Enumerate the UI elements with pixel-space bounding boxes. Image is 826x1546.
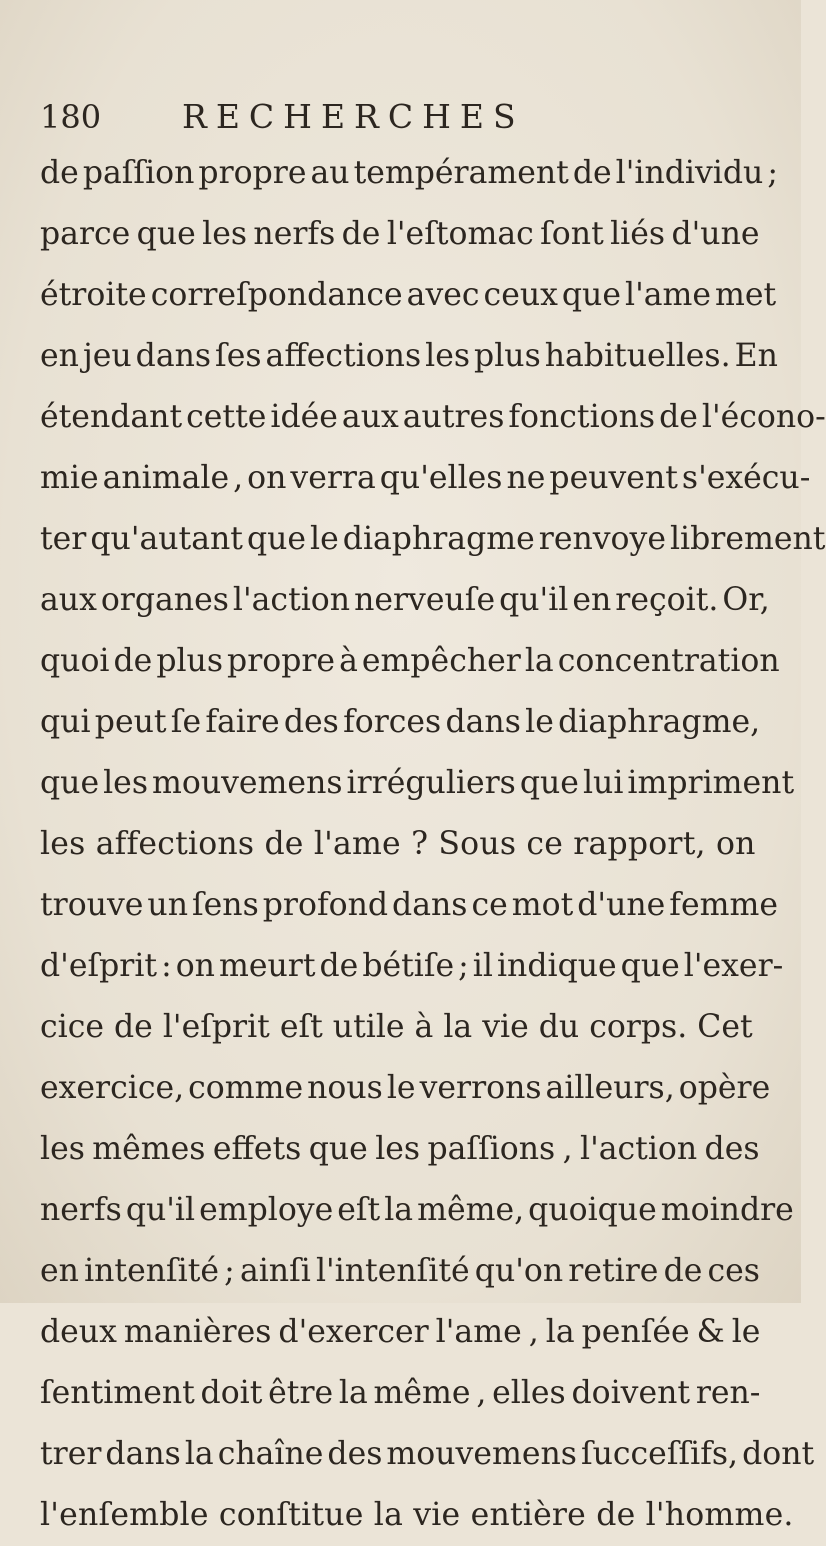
text-line: quoi de plus propre à empêcher la concentration bbox=[40, 643, 780, 679]
text-line: trer dans la chaîne des mouvemens ſucceſſifs, dont bbox=[40, 1436, 815, 1472]
text-line: en intenſité ; ainſi l'intenſité qu'on retire de ces bbox=[40, 1253, 760, 1289]
text-line: étendant cette idée aux autres fonctions de l'écono- bbox=[40, 399, 826, 435]
running-head: RECHERCHES bbox=[182, 97, 525, 136]
page-header bbox=[40, 92, 760, 142]
text-line: exercice, comme nous le verrons ailleurs, opère bbox=[40, 1070, 771, 1106]
text-line: deux manières d'exercer l'ame , la penſée & le bbox=[40, 1314, 761, 1350]
text-line: aux organes l'action nerveuſe qu'il en reçoit. Or, bbox=[40, 582, 770, 618]
body-text bbox=[40, 143, 826, 1546]
page-number: 180 bbox=[40, 98, 102, 136]
text-line: mie animale , on verra qu'elles ne peuvent s'exécu- bbox=[40, 460, 811, 496]
text-line: ſentiment doit être la même , elles doivent ren- bbox=[40, 1375, 761, 1411]
text-line: cice de l'eſprit eſt utile à la vie du corps. Cet bbox=[40, 1009, 753, 1045]
text-line: les affections de l'ame ? Sous ce rapport, on bbox=[40, 826, 756, 862]
text-line: de paſſion propre au tempérament de l'individu ; bbox=[40, 155, 778, 191]
text-line: trouve un ſens profond dans ce mot d'une femme bbox=[40, 887, 778, 923]
text-line: les mêmes effets que les paſſions , l'action des bbox=[40, 1131, 760, 1167]
text-line: parce que les nerfs de l'eſtomac ſont liés d'une bbox=[40, 216, 760, 252]
text-line: en jeu dans ſes affections les plus habituelles. En bbox=[40, 338, 778, 374]
text-line: ter qu'autant que le diaphragme renvoye librement bbox=[40, 521, 826, 557]
text-line: étroite correſpondance avec ceux que l'ame met bbox=[40, 277, 777, 313]
text-line: l'enſemble conſtitue la vie entière de l'homme. bbox=[40, 1497, 794, 1533]
text-line: que les mouvemens irréguliers que lui impriment bbox=[40, 765, 795, 801]
text-line: d'eſprit : on meurt de bétiſe ; il indique que l'exer- bbox=[40, 948, 784, 984]
text-line: nerfs qu'il employe eſt la même, quoique moindre bbox=[40, 1192, 794, 1228]
text-line: qui peut ſe faire des forces dans le diaphragme, bbox=[40, 704, 761, 740]
